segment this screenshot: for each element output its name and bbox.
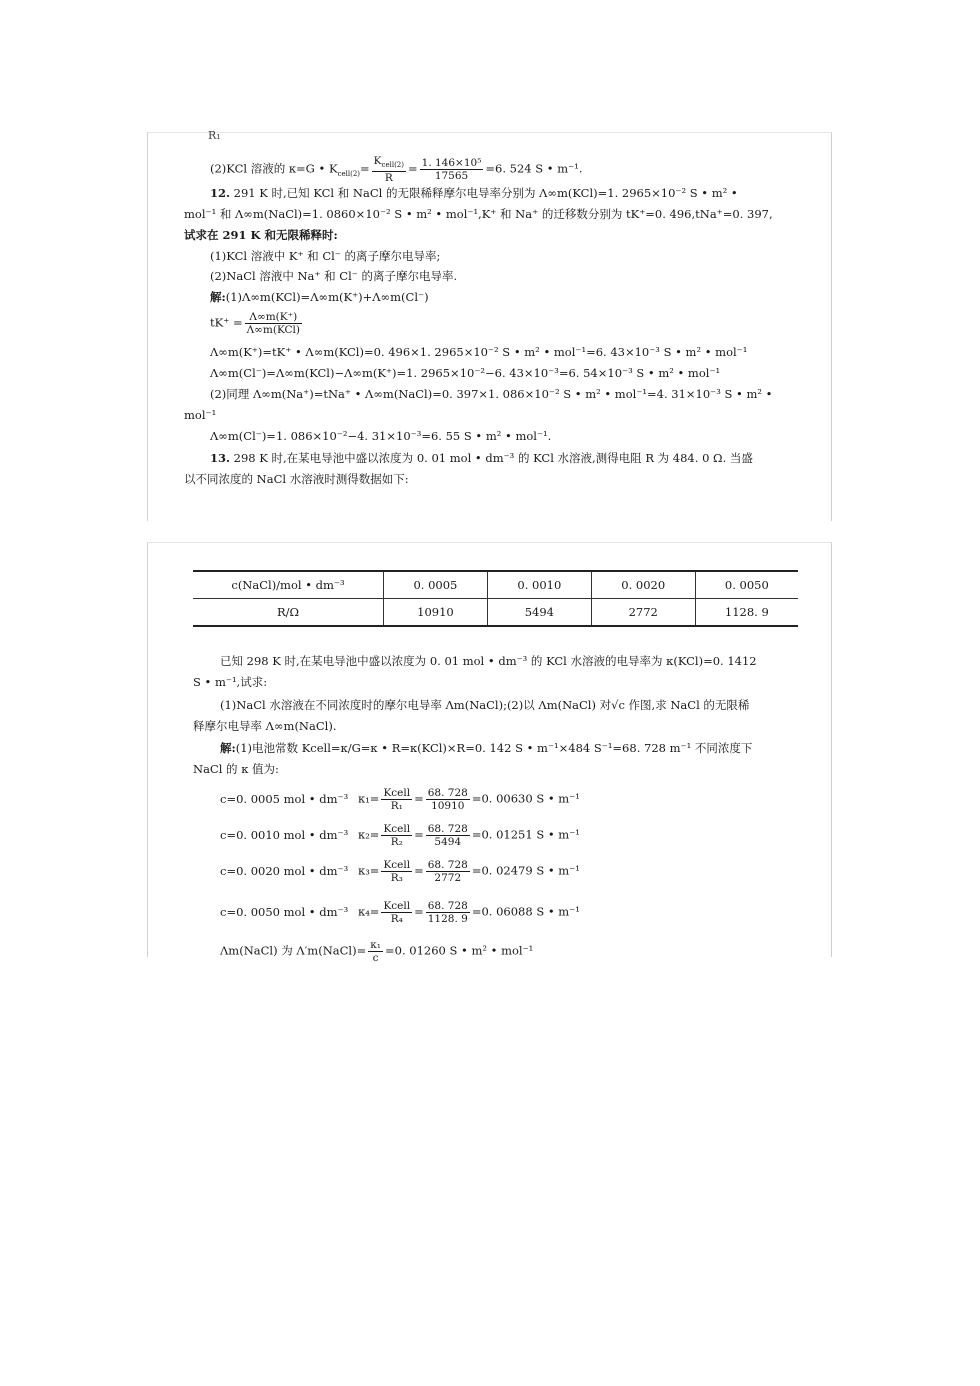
page-fragment-2: [147, 542, 832, 964]
table-cell: 1128. 9: [695, 599, 798, 627]
question-13-line-2: 以不同浓度的 NaCl 水溶液时测得数据如下:: [184, 472, 409, 486]
kappa-row: c=0. 0020 mol • dm⁻³ κ₃= $\frac{\text{Kcell}}{\text{R₃}}$ = $\frac{68. 728}{2772}$ =0. 02479 S • m⁻¹: [220, 859, 580, 884]
solution-12-line-4: Λ∞m(Cl⁻)=Λ∞m(KCl)−Λ∞m(K⁺)=1. 2965×10⁻²−6. 43×10⁻³=6. 54×10⁻³ S • m² • mol⁻¹: [210, 366, 721, 380]
table-header-cell: c(NaCl)/mol • dm⁻³: [193, 571, 384, 599]
question-12-line-3: 试求在 291 K 和无限稀释时:: [184, 228, 338, 242]
fraction: $\frac{\Lambda\infty m(K^+)}{\text{Λ∞m(KCl)}}$: [246, 311, 301, 336]
kappa-row: c=0. 0005 mol • dm⁻³ κ₁= $\frac{\text{Kcell}}{\text{R₁}}$ = $\frac{68. 728}{10910}$ =0. 00630 S • m⁻¹: [220, 787, 580, 812]
fraction: $\frac{\text{Kcell}}{\text{R₂}}$: [383, 823, 411, 848]
molar-conductivity-line: Λm(NaCl) 为 Λ′m(NaCl)= $\frac{\text{κ₁}}{c}$ =0. 01260 S • m² • mol⁻¹: [220, 939, 534, 964]
fraction: $\frac{\text{1. 146×10⁵}}{17565}$: [421, 157, 482, 183]
table-cell: 10910: [384, 599, 488, 627]
table-cell: 0. 0050: [695, 571, 798, 599]
question-13-task-line-1: (1)NaCl 水溶液在不同浓度时的摩尔电导率 Λm(NaCl);(2)以 Λm(NaCl) 对√c 作图,求 NaCl 的无限稀: [220, 698, 750, 712]
fraction: $\frac{\text{Kcell}}{\text{R₁}}$: [383, 787, 411, 812]
fraction: $\frac{68. 728}{2772}$: [427, 859, 468, 884]
solution-13-line-2: NaCl 的 κ 值为:: [193, 762, 279, 776]
table-cell: 5494: [487, 599, 591, 627]
table-header-cell: R/Ω: [193, 599, 384, 627]
data-table: [193, 570, 798, 627]
kcl-kappa-line: (2)KCl 溶液的 κ=G • $K_{cell(2)}=$ $\frac{K_{cell(2)}}{R}$ = $\frac{\text{1. 146×10⁵}}{17565}$ =6. 524 S • m⁻¹.: [210, 155, 583, 185]
solution-12-line-7: Λ∞m(Cl⁻)=1. 086×10⁻²−4. 31×10⁻³=6. 55 S • m² • mol⁻¹.: [210, 429, 552, 443]
table-row: [193, 599, 798, 627]
table-cell: 0. 0020: [591, 571, 695, 599]
fraction: $\frac{\text{Kcell}}{\text{R₃}}$: [383, 859, 411, 884]
fraction: $\frac{\text{κ₁}}{c}$: [370, 939, 381, 964]
solution-12-line-5: (2)同理 Λ∞m(Na⁺)=tNa⁺ • Λ∞m(NaCl)=0. 397×1. 086×10⁻² S • m² • mol⁻¹=4. 31×10⁻³ S • m² •: [210, 387, 773, 401]
fraction: $\frac{68. 728}{10910}$: [427, 787, 468, 812]
transfer-number-formula: tK⁺ = $\frac{\Lambda\infty m(K^+)}{\text{Λ∞m(KCl)}}$: [210, 311, 301, 336]
fraction: $\frac{68. 728}{1128. 9}$: [427, 900, 468, 925]
question-13-line-1: 13. 298 K 时,在某电导池中盛以浓度为 0. 01 mol • dm⁻³ 的 KCl 水溶液,测得电阻 R 为 484. 0 Ω. 当盛: [210, 451, 753, 465]
question-13-given-line-2: S • m⁻¹,试求:: [193, 675, 268, 689]
table-cell: 0. 0005: [384, 571, 488, 599]
question-12-part-1: (1)KCl 溶液中 K⁺ 和 Cl⁻ 的离子摩尔电导率;: [210, 249, 441, 263]
question-12-line-2: mol⁻¹ 和 Λ∞m(NaCl)=1. 0860×10⁻² S • m² • mol⁻¹,K⁺ 和 Na⁺ 的迁移数分别为 tK⁺=0. 496,tNa⁺=0. 397,: [184, 207, 773, 221]
solution-12-line-6: mol⁻¹: [184, 408, 217, 422]
solution-12-line-1: 解:(1)Λ∞m(KCl)=Λ∞m(K⁺)+Λ∞m(Cl⁻): [210, 290, 429, 304]
question-13-task-line-2: 释摩尔电导率 Λ∞m(NaCl).: [193, 719, 337, 733]
table-cell: 2772: [591, 599, 695, 627]
table-row: [193, 571, 798, 599]
question-12-part-2: (2)NaCl 溶液中 Na⁺ 和 Cl⁻ 的离子摩尔电导率.: [210, 269, 458, 283]
question-13-given-line-1: 已知 298 K 时,在某电导池中盛以浓度为 0. 01 mol • dm⁻³ 的 KCl 水溶液的电导率为 κ(KCl)=0. 1412: [220, 654, 757, 668]
question-12-line-1: 12. 291 K 时,已知 KCl 和 NaCl 的无限稀释摩尔电导率分别为 Λ∞m(KCl)=1. 2965×10⁻² S • m² •: [210, 186, 738, 200]
fraction: $\frac{K_{cell(2)}}{R}$: [373, 155, 404, 185]
table-cell: 0. 0010: [487, 571, 591, 599]
solution-12-line-3: Λ∞m(K⁺)=tK⁺ • Λ∞m(KCl)=0. 496×1. 2965×10⁻² S • m² • mol⁻¹=6. 43×10⁻³ S • m² • mol⁻¹: [210, 345, 748, 359]
solution-13-line-1: 解:(1)电池常数 Kcell=κ/G=κ • R=κ(KCl)×R=0. 142 S • m⁻¹×484 S⁻¹=68. 728 m⁻¹ 不同浓度下: [220, 741, 753, 755]
page-fragment-1: [147, 129, 832, 521]
kappa-row: c=0. 0010 mol • dm⁻³ κ₂= $\frac{\text{Kcell}}{\text{R₂}}$ = $\frac{68. 728}{5494}$ =0. 01251 S • m⁻¹: [220, 823, 580, 848]
fraction: $\frac{\text{Kcell}}{\text{R₄}}$: [383, 900, 411, 925]
kappa-row: c=0. 0050 mol • dm⁻³ κ₄= $\frac{\text{Kcell}}{\text{R₄}}$ = $\frac{68. 728}{1128. 9}$ =0. 06088 S • m⁻¹: [220, 900, 580, 925]
cut-off-text: R₁: [208, 129, 221, 142]
fraction: $\frac{68. 728}{5494}$: [427, 823, 468, 848]
